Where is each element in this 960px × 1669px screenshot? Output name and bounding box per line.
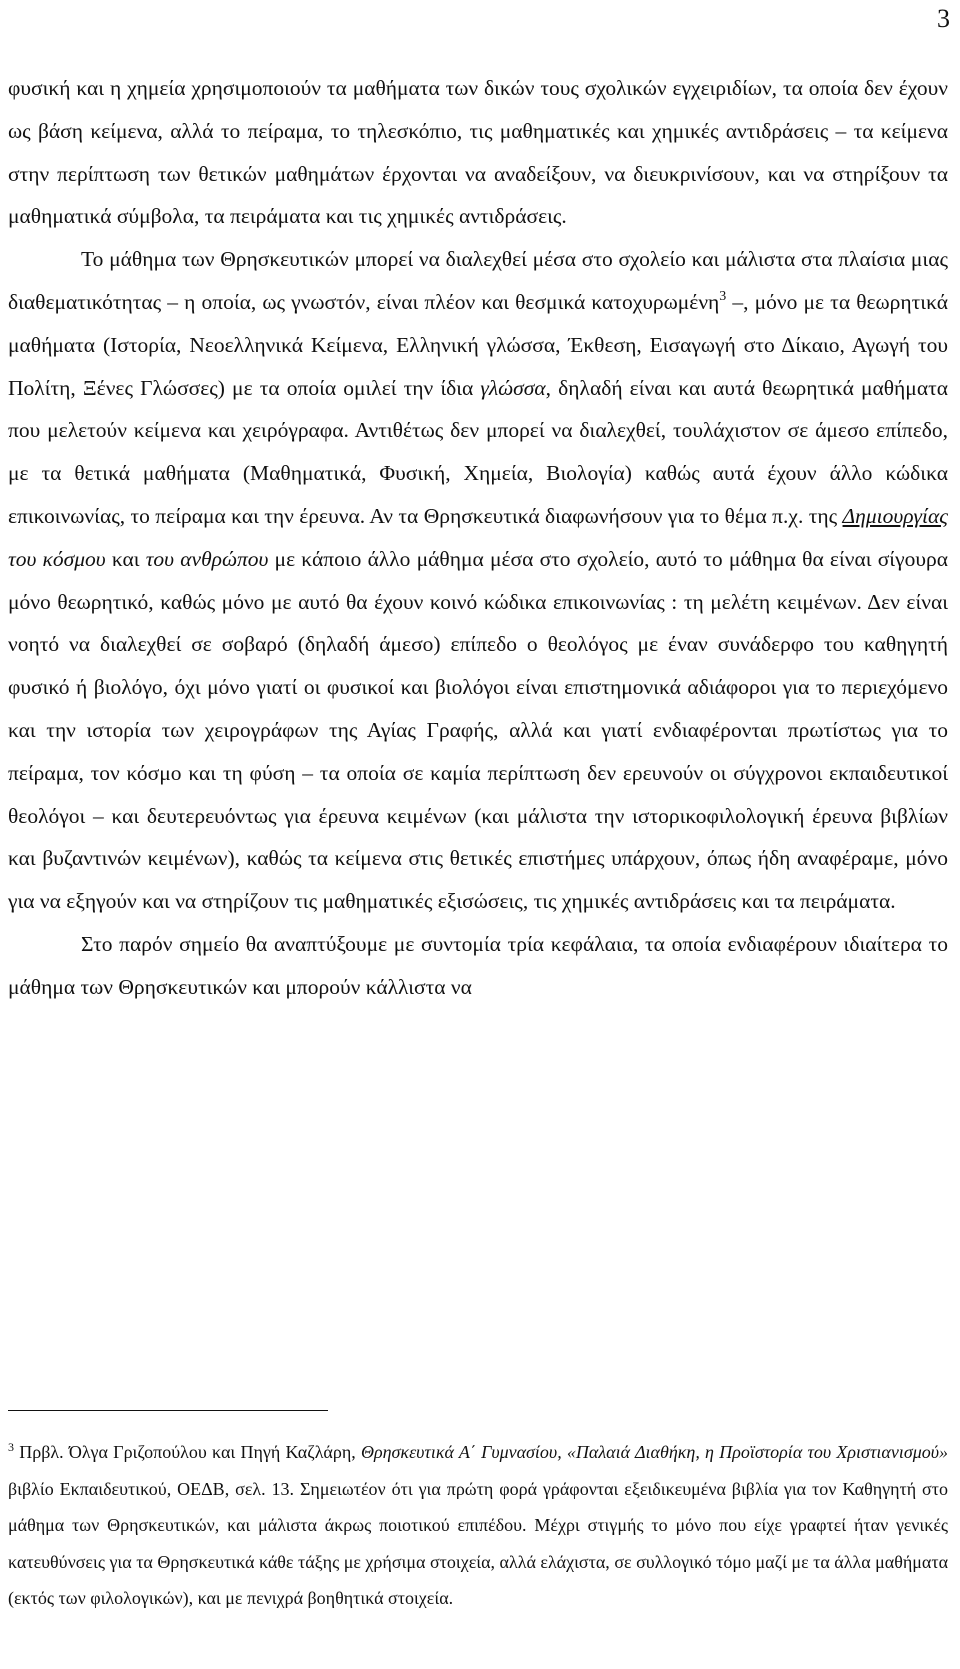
footnote-book-title: Θρησκευτικά Α΄ Γυμνασίου, «Παλαιά Διαθήκη, η Προϊστορία του Χριστιανισμού» [360,1442,948,1462]
paragraph-2-text: με κάποιο άλλο μάθημα μέσα στο σχολείο, αυτό το μάθημα θα είναι σίγουρα μόνο θεωρητικό, καθώς μόνο με αυτό θα έχουν κοινό κώδικα επικοινωνίας : τη μελέτη κειμένων. Δεν είναι νοητό να διαλεχθεί σε σοβαρό (δηλαδή άμεσο) επίπεδο ο θεολόγος με έναν συνάδερφο του καθηγητή φυσικό ή βιολόγο, όχι μόνο γιατί οι φυσικοί και βιολόγοι είναι επιστημονικά αδιάφοροι για το περιεχόμενο και την ιστορία των χειρογράφων της Αγίας Γραφής, αλλά και γιατί ενδιαφέρονται πρωτίστως για το πείραμα, τον κόσμο και τη φύση – τα οποία σε καμία περίπτωση δεν ερευνούν οι σύγχρονοι εκπαιδευτικοί θεολόγοι – και δευτερευόντως για έρευνα κειμένων (και μάλιστα την ιστορικοφιλολογική έρευνα βιβλίων και βυζαντινών κειμένων), καθώς τα κείμενα στις θετικές επιστήμες υπάρχουν, όπως ήδη αναφέραμε, μόνο για να εξηγούν και να στηρίζουν τις μαθηματικές εξισώσεις, τις χημικές αντιδράσεις και τα πειράματα. [8,546,948,914]
emphasis-dimiourgias: Δημιουργίας [842,503,948,528]
footnote-marker: 3 [8,1440,14,1454]
paragraph-2-text: –, μόνο με τα θεωρητικά μαθήματα (Ιστορία, Νεοελληνικά Κείμενα, Ελληνική γλώσσα, Έκθεση, Εισαγωγή στο Δίκαιο, Αγωγή του Πολίτη, Ξένες Γλώσσες) με τα οποία ομιλεί την ίδια [8,289,948,400]
paragraph-2-text: , δηλαδή είναι και αυτά θεωρητικά μαθήματα που μελετούν κείμενα και χειρόγραφα. Αντιθέτως δεν μπορεί να διαλεχθεί, τουλάχιστον σε άμεσο επίπεδο, με τα θετικά μαθήματα (Μαθηματικά, Φυσική, Χημεία, Βιολογία) καθώς αυτά έχουν άλλο κώδικα επικοινωνίας, το πείραμα και την έρευνα. Αν τα Θρησκευτικά διαφωνήσουν για το θέμα π.χ. της [8,375,948,528]
emphasis-tou-anthropou: του ανθρώπου [145,546,269,571]
emphasis-glossa: γλώσσα [480,375,546,400]
paragraph-1: φυσική και η χημεία χρησιμοποιούν τα μαθήματα των δικών τους σχολικών εγχειριδίων, τα οποία δεν έχουν ως βάση κείμενα, αλλά το πείραμα, το τηλεσκόπιο, τις μαθηματικές και χημικές αντιδράσεις – τα κείμενα στην περίπτωση των θετικών μαθημάτων έρχονται να αναδείξουν, να διευκρινίσουν, και να στηρίξουν τα μαθηματικά σύμβολα, τα πειράματα και τις χημικές αντιδράσεις. [8,76,948,229]
emphasis-tou-kosmou: του κόσμου [8,546,106,571]
footnote-reference: 3 [719,288,727,304]
paragraph-2-text: Το μάθημα των Θρησκευτικών μπορεί να διαλεχθεί μέσα στο σχολείο και μάλιστα στα πλαίσια μιας διαθεματικότητας – η οποία, ως γνωστόν, είναι πλέον και θεσμικά κατοχυρωμένη [8,247,948,314]
paragraph-2 [8,238,948,923]
footnote-separator [8,1410,328,1411]
footnote-text: βιβλίο Εκπαιδευτικού, ΟΕΔΒ, σελ. 13. Σημειωτέον ότι για πρώτη φορά γράφονται εξειδικευμένα βιβλία για τον Καθηγητή στο μάθημα των Θρησκευτικών, και μάλιστα άκρως ποιοτικού επιπέδου. Μέχρι στιγμής το μόνο που είχε γραφτεί ήταν γενικές κατευθύνσεις για τα Θρησκευτικά κάθε τάξης με χρήσιμα στοιχεία, αλλά ελάχιστα, σε συλλογικό τόμο μαζί με τα άλλα μαθήματα (εκτός των φιλολογικών), και με πενιχρά βοηθητικά στοιχεία. [8,1478,948,1608]
footnote-text: Πρβλ. Όλγα Γριζοπούλου και Πηγή Καζλάρη, [14,1442,361,1462]
page-number: 3 [937,4,950,33]
paragraph-2-text: και [105,546,146,571]
footnote [8,1434,948,1617]
body-text [8,67,948,1009]
paragraph-3: Στο παρόν σημείο θα αναπτύξουμε με συντομία τρία κεφάλαια, τα οποία ενδιαφέρουν ιδιαίτερα το μάθημα των Θρησκευτικών και μπορούν κάλλιστα να [8,931,948,999]
